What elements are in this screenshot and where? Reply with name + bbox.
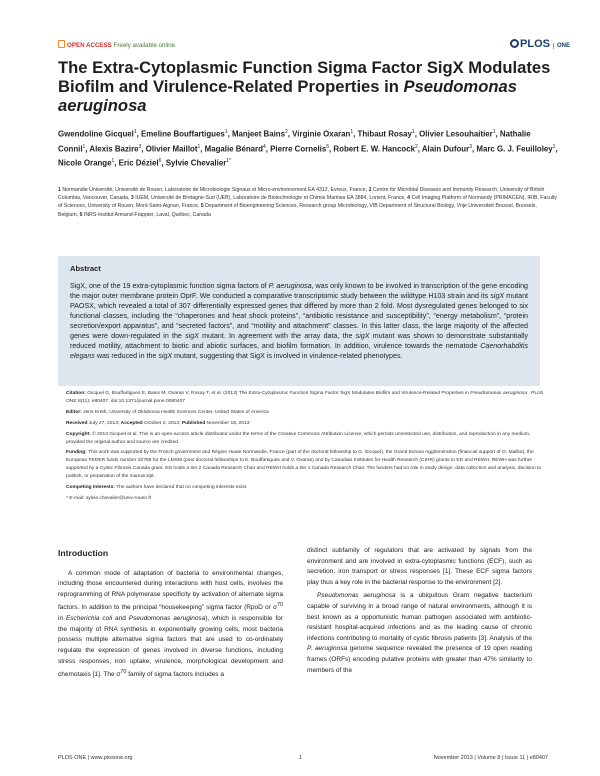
body-column-right [307,546,532,676]
journal-header [58,38,570,54]
footer-journal[interactable]: PLOS ONE | www.plosone.org [58,755,133,761]
competing-interests: Competing Interests: The authors have declared that no competing interests exist. [66,485,248,491]
intro-paragraph-1: A common mode of adaptation of bacteria to environmental changes, including those encountered during interactions with host cells, involves the reprogramming of RNA polymerase specificity by activation of alternate sigma factors. In addition to the principal “housekeeping” sigma factor (RpoD or $\sigma^{70}$ in Escherichia coli and Pseudomonas aeruginosa), which is responsible for the majority of RNA synthesis in exponentially growing cells, most bacteria possess multiple alternative sigma factors that are used to co-ordinately regulate the expression of genes involved in diverse functions, including stress responses, iron uptake, virulence, morphological development and chemotaxis [1]. The $\sigma^{70}$ family of sigma factors includes a [58,569,283,679]
footer-issue: November 2013 | Volume 8 | Issue 11 | e80407 [433,755,548,761]
open-lock-icon [58,40,65,48]
plos-logo-icon [510,39,519,48]
article-metadata [66,390,544,506]
article-title: The Extra-Cytoplasmic Function Sigma Factor SigX Modulates Biofilm and Virulence-Related Properties in Pseudomonas aeruginosa [58,58,551,115]
copyright: Copyright: © 2013 Gicquel et al. This is an open-access article distributed under the terms of the Creative Commons Attribution License, which permits unrestricted use, distribution, and reproduction in any medium, provided the original author and source are credited. [66,431,531,445]
open-access-badge[interactable]: OPEN ACCESS Freely available online [58,40,175,49]
intro-paragraph-1-cont: distinct subfamily of regulators that are activated by signals from the environment and are involved in extra-cytoplasmic functions (ECF), such as secretion, iron transport or stress responses [1]. These ECF sigma factors play thus a key role in the bacterial response to the environment [2]. [307,547,532,586]
editor: Editor: Jens Kreth, University of Oklahoma Health Sciences Center, United States of America [66,409,269,415]
abstract-heading: Abstract [70,264,101,273]
corresponding-email[interactable]: * E-mail: sylvie.chevalier@univ-rouen.fr [66,495,152,501]
intro-paragraph-2: Pseudomonas aeruginosa is a ubiquitous Gram negative bacterium capable of surviving in a broad range of natural environments, although it is best known as a opportunistic human pathogen associated with antibiotic-resistant hospital-acquired infections and as the leading cause of chronic infections contributing to mortality of cystic fibrosis patients [3]. Analysis of the P. aeruginosa genome sequence revealed the presence of 19 open reading frames (ORFs) encoding putative proteins with greater than 47% similarity to members of the [307,592,532,674]
dates: Received July 27, 2013; Accepted October 2, 2013; Published November 18, 2013 [66,420,250,426]
funding: Funding: This work was supported by the French government and Région Haute Normandie, France (part of the doctoral fellowship to G. Gicquel), the Grand Evreux Agglomération (financial support of O. Maillot), the European FEDER funds number 32789 for the LMSM (post doctoral fellowships to E. Bouffartigues and V. Oxaran) and by Canadian Institutes for Health Research (CIHR) grants to ED and REWH. REWH was further supported by a Cystic Fibrosis Canada grant. ED holds a tier 2 Canada Research Chair and REWH holds a tier 1 Canada Research Chair. The funders had no role in study design, data collection and analysis, decision to publish, or preparation of the manuscript. [66,450,542,480]
author-list: Gwendoline Gicquel$^1$, Emeline Bouffartigues$^1$, Manjeet Bains$^2$, Virginie Oxaran$^1$, Thibaut Rosay$^1$, Olivier Lesouhaitier$^1$, Nathalie Connil$^1$, Alexis Bazire$^3$, Olivier Maillot$^1$, Magalie Bénard$^4$, Pierre Cornelis$^5$, Robert E. W. Hancock$^2$, Alain Dufour$^3$, Marc G. J. Feuilloley$^1$, Nicole Orange$^1$, Eric Déziel$^6$, Sylvie Chevalier$^{1*}$ [58,129,558,168]
citation: Citation: Gicquel G, Bouffartigues E, Bains M, Oxaran V, Rosay T, et al. (2013) The Extra-Cytoplasmic Function Sigma Factor SigX Modulates Biofilm and Virulence-Related Properties in Pseudomonas aeruginosa . PLoS ONE 8(11): e80407. doi:10.1371/journal.pone.0080407 [66,391,544,404]
affiliations: 1 Normandie Université, Université de Rouen, Laboratoire de Microbiologie Signaux et Micro-environnement EA 4312, Evreux, France, 2 Centre for Microbial Diseases and Immunity Research, University of British Columbia, Vancouver, Canada, 3 IUEM, Université de Bretagne-Sud (UEB), Laboratoire de Biotechnologie et Chimie Marines EA 3884, Lorient, France, 4 Cell Imaging Platform of Normandy (PRIMACEN), IRIB, Faculty of Sciences, University of Rouen, Mont-Saint-Aignan, France, 5 Department of Bioengineering Sciences, Research group Microbiology, VIB Department of Structural Biology, Vrije Universiteit Brussel, Brussels, Belgium, 6 INRS-Institut Armand-Frappier, Laval, Québec, Canada [58,187,558,218]
journal-logo[interactable]: PLOS ONE [510,38,570,50]
page-number: 1 [299,755,303,761]
abstract-box [58,256,540,386]
abstract-body: SigX, one of the 19 extra-cytoplasmic function sigma factors of P. aeruginosa, was only known to be involved in transcription of the gene encoding the major outer membrane protein OprF. We conducted a comparative transcriptomic study between the wildtype H103 strain and its sigX mutant PAOSX, which revealed a total of 307 differentially expressed genes that differed by more than 2 fold. Most dysregulated genes belonged to six functional classes, including the “chaperones and heat shock proteins”, “antibiotic resistance and susceptibility”, “energy metabolism”, “protein secretion/export apparatus”, and “secreted factors”, and “motility and attachment” classes. In this latter class, the large majority of the affected genes were down-regulated in the sigX mutant. In agreement with the array data, the sigX mutant was shown to demonstrate substantially reduced motility, attachment to biotic and abiotic surfaces, and biofilm formation. In addition, virulence towards the nematode Caenorhabditis elegans was reduced in the sigX mutant, suggesting that SigX is involved in virulence-related phenotypes. [70,282,528,360]
section-heading-introduction: Introduction [58,548,109,558]
body-column-left [58,548,283,681]
